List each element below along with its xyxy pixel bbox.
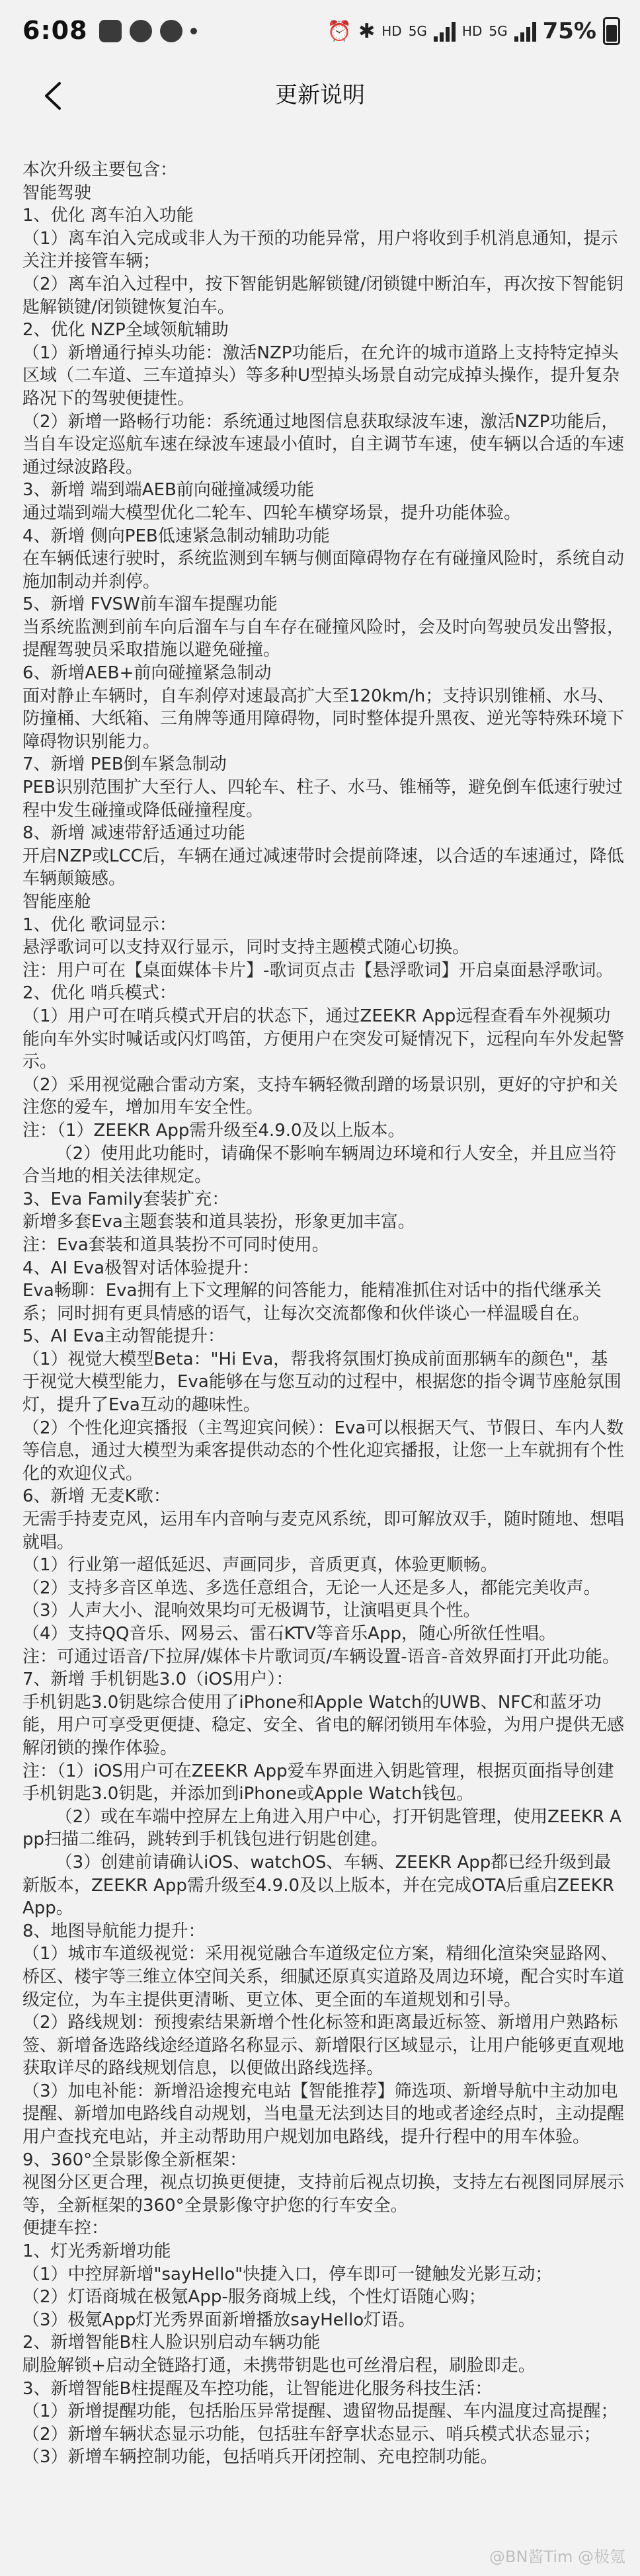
photo-icon — [99, 20, 122, 42]
net-5g-label-1: 5G — [408, 23, 427, 39]
content-line: 8、新增 减速带舒适通过功能 — [22, 823, 245, 844]
content-line: 无需手持麦克风，运用车内音响与麦克风系统，即可解放双手，随时随地、想唱就唱。 — [22, 1509, 625, 1552]
watermark: @BN酱Tim @极氪 — [489, 2548, 625, 2566]
content-line: 开启NZP或LCC后，车辆在通过减速带时会提前降速，以合适的车速通过，降低车辆颠簸感。 — [22, 846, 624, 889]
content-line: （3）极氪App灯光秀界面新增播放sayHello灯语。 — [22, 2310, 416, 2330]
content-line: （1）用户可在哨兵模式开启的状态下，通过ZEEKR App远程查看车外视频功能向车外实时喊话或闪灯鸣笛，方便用户在突发可疑情况下，远程向车外发起警示。 — [22, 1006, 625, 1072]
content-line: （2）新增一路畅行功能：系统通过地图信息获取绿波车速，激活NZP功能后，当自车设定巡航车速在绿波车速最小值时，自主调节车速，使车辆以合适的车速通过绿波路段。 — [22, 411, 625, 477]
content-line: （1）行业第一超低延迟、声画同步，音质更真，体验更顺畅。 — [22, 1555, 498, 1576]
battery-icon — [603, 17, 620, 45]
signal-icon-1 — [434, 20, 456, 42]
content-line: 手机钥匙3.0钥匙综合使用了iPhone和Apple Watch的UWB、NFC和蓝牙功能，用户可享受更便捷、稳定、安全、省电的解闭锁用车体验，为用户提供无感解闭锁的操作体验。 — [22, 1692, 625, 1758]
net-5g-label-2: 5G — [489, 23, 508, 39]
content-line: （2）灯语商城在极氪App-服务商城上线，个性灯语随心购； — [22, 2287, 486, 2308]
content-line: （2）离车泊入过程中，按下智能钥匙解锁键/闭锁键中断泊车，再次按下智能钥匙解锁键/闭锁键恢复泊车。 — [22, 274, 624, 317]
content-line: 5、AI Eva主动智能提升： — [22, 1326, 225, 1347]
content-line: 5、新增 FVSW前车溜车提醒功能 — [22, 594, 278, 615]
content-line: 3、Eva Family套装扩充： — [22, 1189, 229, 1209]
signal-icon-2 — [514, 20, 536, 42]
content-line: 4、新增 侧向PEB低速紧急制动辅助功能 — [22, 526, 330, 546]
content-line: （4）支持QQ音乐、网易云、雷石KTV等音乐App，随心所欲任性唱。 — [22, 1624, 556, 1644]
notification-icons — [99, 20, 197, 42]
content-line: 在车辆低速行驶时，系统监测到车辆与侧面障碍物存在有碰撞风险时，系统自动施加制动并刹停。 — [22, 549, 625, 592]
content-line: 2、优化 哨兵模式： — [22, 983, 177, 1004]
content-line: 2、新增智能B柱人脸识别启动车辆功能 — [22, 2333, 321, 2353]
nav-bar — [0, 66, 640, 126]
page-title: 更新说明 — [275, 82, 365, 108]
content-line: 新增多套Eva主题套装和道具装扮，形象更加丰富。 — [22, 1212, 415, 1232]
content-line: 8、地图导航能力提升： — [22, 1921, 206, 1941]
content-line: 2、优化 NZP全域领航辅助 — [22, 320, 229, 341]
content-line: （3）人声大小、混响效果均可无极调节，让演唱更具个性。 — [22, 1601, 481, 1621]
content-line: 本次升级主要包含： — [22, 160, 178, 180]
content-line: （2）采用视觉融合雷动方案，支持车辆轻微刮蹭的场景识别，更好的守护和关注您的爱车，增加用车安全性。 — [22, 1074, 618, 1118]
content-line: 智能驾驶 — [22, 182, 92, 203]
content-line: 6、新增AEB+前向碰撞紧急制动 — [22, 663, 272, 684]
content-line: （3）新增车辆控制功能，包括哨兵开闭控制、充电控制功能。 — [22, 2447, 498, 2468]
release-notes-content — [22, 159, 624, 2469]
content-line: （2）使用此功能时，请确保不影响车辆周边环境和行人安全，并且应当符合当地的相关法律规定。 — [22, 1143, 617, 1187]
content-line: 刷脸解锁+启动全链路打通，未携带钥匙也可丝滑启程，刷脸即走。 — [22, 2356, 536, 2376]
content-line: 注：Eva套装和道具装扮不可同时使用。 — [22, 1234, 329, 1255]
content-line: 注：（1）iOS用户可在ZEEKR App爱车界面进入钥匙管理，根据页面指导创建手机钥匙3.0钥匙，并添加到iPhone或Apple Watch钱包。 — [22, 1761, 614, 1804]
content-line: 视图分区更合理，视点切换更便捷，支持前后视点切换，支持左右视图同屏展示等，全新框架的360°全景影像守护您的行车安全。 — [22, 2173, 625, 2216]
content-line: （2）个性化迎宾播报（主驾迎宾问候）：Eva可以根据天气、节假日、车内人数等信息，通过大模型为乘客提供动态的个性化迎宾播报，让您一上车就拥有个性化的欢迎仪式。 — [22, 1418, 625, 1484]
hd-label-1: HD — [381, 23, 402, 39]
content-line: （2）新增车辆状态显示功能，包括驻车舒享状态显示、哨兵模式状态显示； — [22, 2424, 601, 2444]
content-line: （2）支持多音区单选、多选任意组合，无论一人还是多人，都能完美收声。 — [22, 1578, 601, 1598]
content-line: 注：用户可在【桌面媒体卡片】-歌词页点击【悬浮歌词】开启桌面悬浮歌词。 — [22, 960, 614, 981]
content-line: （3）创建前请确认iOS、watchOS、车辆、ZEEKR App都已经升级到最新版本，ZEEKR App需升级至4.9.0及以上版本，并在完成OTA后重启ZEEKR App。 — [22, 1852, 620, 1919]
hd-label-2: HD — [461, 23, 483, 39]
content-line: （1）新增提醒功能，包括胎压异常提醒、遗留物品提醒、车内温度过高提醒； — [22, 2401, 618, 2422]
content-line: 面对静止车辆时，自车刹停对速最高扩大至120km/h；支持识别锥桶、水马、防撞桶、大纸箱、三角牌等通用障碍物，同时整体提升黑夜、逆光等特殊环境下障碍物识别能力。 — [22, 686, 625, 752]
content-line: （1）新增通行掉头功能：激活NZP功能后，在允许的城市道路上支持特定掉头区域（二车道、三车道掉头）等多种U型掉头场景自动完成掉头操作，提升复杂路况下的驾驶便捷性。 — [22, 342, 620, 409]
content-line: （2）路线规划：预搜索结果新增个性化标签和距离最近标签、新增用户熟路标签、新增备选路线途经道路名称显示、新增限行区域显示，让用户能够更直观地获取详尽的路线规划信息，以便做出路线选择。 — [22, 2013, 625, 2079]
content-line: 3、新增智能B柱提醒及车控功能，让智能进化服务科技生活： — [22, 2378, 493, 2399]
battery-percent: 75% — [542, 18, 596, 44]
content-line: 便捷车控： — [22, 2218, 109, 2239]
content-line: 1、优化 歌词显示： — [22, 914, 177, 935]
content-line: 4、AI Eva极智对话体验提升： — [22, 1258, 260, 1278]
content-line: （1）视觉大模型Beta："Hi Eva，帮我将氛围灯换成前面那辆车的颜色"，基于视觉大模型能力，Eva能够在与您互动的过程中，根据您的指令调节座舱氛围灯，提升了Eva互动的趣味性。 — [22, 1349, 621, 1416]
status-right — [327, 17, 620, 45]
content-line: 3、新增 端到端AEB前向碰撞减缓功能 — [22, 480, 314, 501]
content-line: 1、灯光秀新增功能 — [22, 2241, 171, 2262]
content-line: 通过端到端大模型优化二轮车、四轮车横穿场景，提升功能体验。 — [22, 503, 522, 523]
content-line: 1、优化 离车泊入功能 — [22, 206, 194, 226]
chat-icon — [130, 20, 152, 42]
bluetooth-icon: ✱ — [358, 19, 376, 43]
content-line: （3）加电补能：新增沿途搜充电站【智能推荐】筛选项、新增导航中主动加电提醒、新增加电路线自动规划，当电量无法到达目的地或者途经点时，主动提醒用户查找充电站，并主动帮助用户规划加电路线，提升行程中的用车体验。 — [22, 2081, 625, 2148]
alarm-icon: ⏰ — [327, 19, 352, 43]
content-line: 6、新增 无麦K歌： — [22, 1486, 171, 1507]
more-dot-icon — [190, 28, 197, 34]
status-time: 6:08 — [22, 16, 88, 45]
content-line: （1）中控屏新增"sayHello"快捷入口，停车即可一键触发光影互动； — [22, 2264, 553, 2284]
content-line: 9、360°全景影像全新框架： — [22, 2150, 247, 2170]
content-line: （2）或在车端中控屏左上角进入用户中心，打开钥匙管理，使用ZEEKR App扫描二维码，跳转到手机钱包进行钥匙创建。 — [22, 1806, 621, 1850]
content-line: 注：（1）ZEEKR App需升级至4.9.0及以上版本。 — [22, 1120, 405, 1141]
content-line: （1）离车泊入完成或非人为干预的功能异常，用户将收到手机消息通知，提示关注并接管车辆； — [22, 228, 618, 272]
content-line: 智能座舱 — [22, 892, 92, 912]
content-line: Eva畅聊：Eva拥有上下文理解的问答能力，能精准抓住对话中的指代继承关系；同时拥有更具情感的语气，让每次交流都像和伙伴谈心一样温暖自在。 — [22, 1281, 602, 1324]
content-line: 当系统监测到前车向后溜车与自车存在碰撞风险时，会及时向驾驶员发出警报，提醒驾驶员采取措施以避免碰撞。 — [22, 617, 625, 661]
chat-icon-2 — [160, 20, 182, 42]
status-bar — [0, 0, 640, 66]
content-line: （1）城市车道级视觉：采用视觉融合车道级定位方案，精细化渲染突显路网、桥区、楼宇等三维立体空间关系，细腻还原真实道路及周边环境，配合实时车道级定位，为车主提供更清晰、更立体、更全面的车道规划和引导。 — [22, 1944, 625, 2010]
content-line: 注：可通过语音/下拉屏/媒体卡片歌词页/车辆设置-语音-音效界面打开此功能。 — [22, 1646, 620, 1667]
content-line: PEB识别范围扩大至行人、四轮车、柱子、水马、锥桶等，避免倒车低速行驶过程中发生碰撞或降低碰撞程度。 — [22, 778, 623, 821]
content-line: 悬浮歌词可以支持双行显示，同时支持主题模式随心切换。 — [22, 938, 470, 958]
content-line: 7、新增 手机钥匙3.0（iOS用户）： — [22, 1670, 294, 1690]
content-line: 7、新增 PEB倒车紧急制动 — [22, 754, 227, 775]
